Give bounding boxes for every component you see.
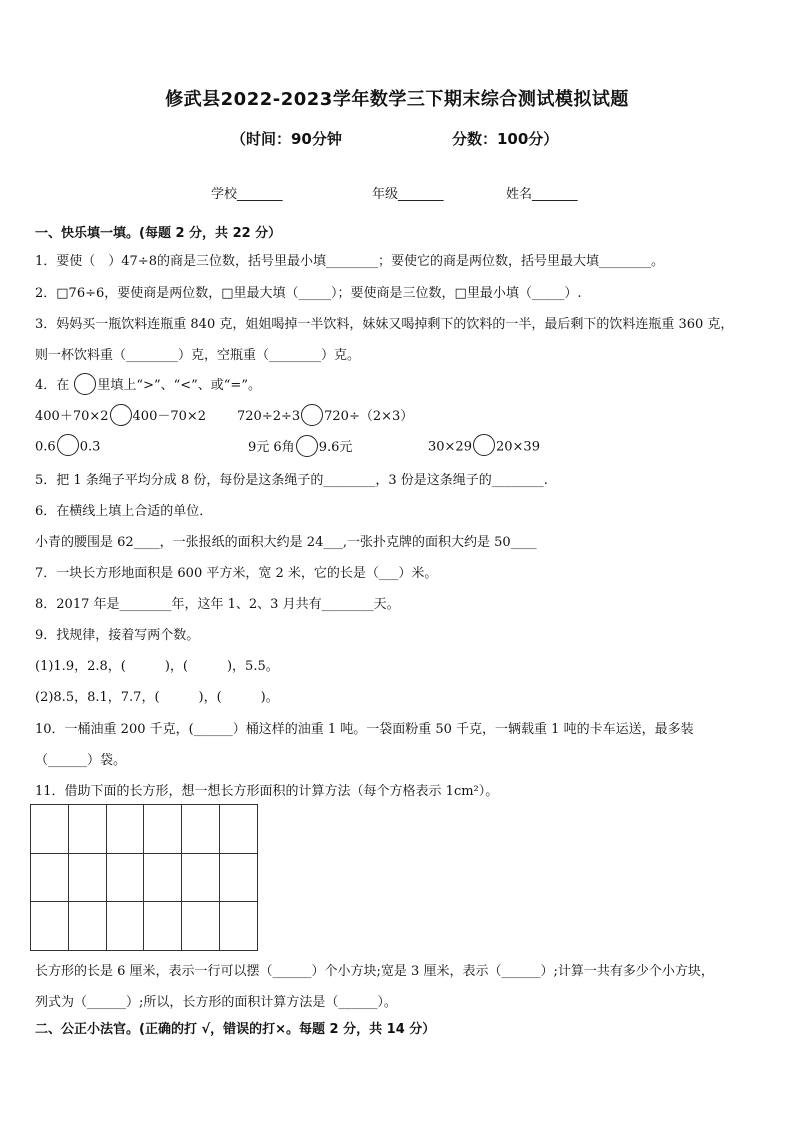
question-10-line-2: （______）袋。 xyxy=(35,753,127,768)
question-3-line-1: 3．妈妈买一瓶饮料连瓶重 840 克，姐姐喝掉一半饮料，妹妹又喝掉剩下的饮料的一半，最后剩下的饮料连瓶重 360 克， xyxy=(35,317,734,332)
question-7: 7．一块长方形地面积是 600 平方米，宽 2 米，它的长是（___）米。 xyxy=(35,566,438,581)
blank-circle-icon xyxy=(74,373,96,395)
q4-expr: 30×29 xyxy=(428,439,472,455)
rectangle-grid xyxy=(30,804,258,951)
compare-circle-icon[interactable] xyxy=(296,435,318,457)
question-6-body: 小青的腰围是 62____，一张报纸的面积大约是 24___,一张扑克牌的面积大约是 50____ xyxy=(35,535,537,550)
question-2: 2．□76÷6，要使商是两位数，□里最大填（_____）；要使商是三位数，□里最小填（_____）. xyxy=(35,286,582,301)
page-title: 修武县2022-2023学年数学三下期末综合测试模拟试题 xyxy=(165,89,629,110)
q4-row-1-b xyxy=(237,405,413,428)
question-8: 8．2017 年是________年，这年 1、2、3 月共有________天。 xyxy=(35,597,400,612)
question-6: 6．在横线上填上合适的单位． xyxy=(35,504,213,519)
q4-row-1-a xyxy=(35,405,206,428)
q4-row-2-b xyxy=(248,436,352,459)
section-2-heading: 二、公正小法官。(正确的打 √，错误的打×。每题 2 分，共 14 分） xyxy=(35,1022,436,1037)
compare-circle-icon[interactable] xyxy=(110,404,132,426)
q4-expr: 0.6 xyxy=(35,439,56,455)
question-1: 1．要使（ ）47÷8的商是三位数，括号里最小填________；要使它的商是两位数，括号里最大填________。 xyxy=(35,254,664,269)
score-label: 分数：100分） xyxy=(452,130,559,148)
question-10-line-1: 10．一桶油重 200 千克，(______）桶这样的油重 1 吨。一袋面粉重 50 千克，一辆载重 1 吨的卡车运送，最多装 xyxy=(35,722,694,737)
q4-expr: 720÷（2×3） xyxy=(324,409,414,424)
q4-expr: 720÷2÷3 xyxy=(237,409,301,424)
q4-row-2-c xyxy=(428,436,540,458)
q4-expr: 9元 6角 xyxy=(248,440,295,455)
q4-prefix: 4．在 xyxy=(35,378,70,393)
q4-expr: 400＋70×2 xyxy=(35,409,109,424)
time-label: （时间：90分钟 xyxy=(231,130,342,148)
question-11: 11．借助下面的长方形，想一想长方形面积的计算方法（每个方格表示 1cm²）。 xyxy=(35,784,499,799)
q4-expr: 0.3 xyxy=(79,439,101,455)
grade-field: 年级_______ xyxy=(372,187,444,202)
question-3-line-2: 则一杯饮料重（________）克，空瓶重（________）克。 xyxy=(35,348,361,363)
name-field: 姓名_______ xyxy=(506,187,578,202)
q4-row-2-a xyxy=(35,436,100,458)
q4-expr: 400－70×2 xyxy=(132,409,207,424)
question-9: 9．找规律，接着写两个数。 xyxy=(35,628,200,643)
q4-instruction: 里填上“>”、“<”、或“=”。 xyxy=(97,378,261,393)
question-11-line-1: 长方形的长是 6 厘米，表示一行可以摆（______）个小方块;宽是 3 厘米，表示（______）;计算一共有多少个小方块， xyxy=(35,964,714,979)
section-1-heading: 一、快乐填一填。(每题 2 分，共 22 分） xyxy=(35,226,282,241)
q4-expr: 9.6元 xyxy=(318,440,353,455)
question-9-2: (2)8.5，8.1，7.7，( )，( )。 xyxy=(35,690,279,705)
question-11-line-2: 列式为（______）;所以，长方形的面积计算方法是（______）。 xyxy=(35,995,397,1010)
compare-circle-icon[interactable] xyxy=(473,434,495,456)
compare-circle-icon[interactable] xyxy=(57,434,79,456)
school-field: 学校_______ xyxy=(211,187,283,202)
question-4 xyxy=(35,374,261,397)
compare-circle-icon[interactable] xyxy=(301,404,323,426)
q4-expr: 20×39 xyxy=(495,439,540,455)
question-5: 5．把 1 条绳子平均分成 8 份，每份是这条绳子的________，3 份是这条绳子的________. xyxy=(35,473,548,488)
question-9-1: (1)1.9，2.8，( )，( )，5.5。 xyxy=(35,659,279,674)
